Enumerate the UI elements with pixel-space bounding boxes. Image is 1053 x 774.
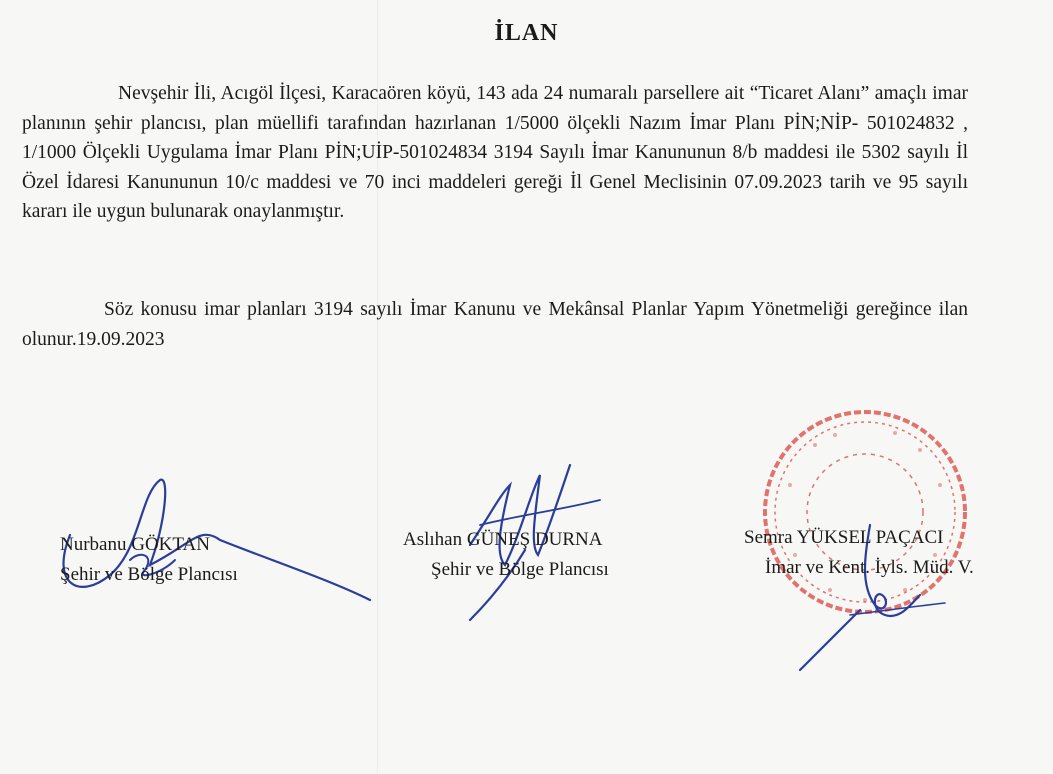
- signatory-block-1: [60, 530, 238, 590]
- signatory-block-3: [744, 523, 974, 583]
- signatory-role: İmar ve Kent. İyls. Müd. V.: [765, 557, 974, 578]
- signatory-name: Nurbanu GÖKTAN: [60, 534, 210, 555]
- announcement-paragraph-1: Nevşehir İli, Acıgöl İlçesi, Karacaören köyü, 143 ada 24 numaralı parsellere ait “Ticaret Alanı” amaçlı imar planının şehir plancısı, plan müellifi tarafından hazırlanan 1/5000 ölçekli Nazım İmar Planı PİN;NİP- 501024832 , 1/1000 Ölçekli Uygulama İmar Planı PİN;UİP-501024834 3194 Sayılı İmar Kanununun 8/b maddesi ile 5302 sayılı İl Özel İdaresi Kanununun 10/c maddesi ve 70 inci maddeleri gereği İl Genel Meclisinin 07.09.2023 tarih ve 95 sayılı kararı ile uygun bulunarak onaylanmıştır.: [22, 83, 968, 222]
- page-title: İLAN: [494, 20, 559, 46]
- signatory-name: Semra YÜKSEL PAÇACI: [744, 527, 944, 548]
- signatory-block-2: [403, 525, 609, 585]
- signatory-role: Şehir ve Bölge Plancısı: [60, 564, 238, 585]
- announcement-paragraph-2: Söz konusu imar planları 3194 sayılı İmar Kanunu ve Mekânsal Planlar Yapım Yönetmeliği gereğince ilan olunur.19.09.2023: [22, 299, 968, 350]
- signatory-name: Aslıhan GÜNEŞ DURNA: [403, 529, 603, 550]
- signatory-role: Şehir ve Bölge Plancısı: [431, 559, 609, 580]
